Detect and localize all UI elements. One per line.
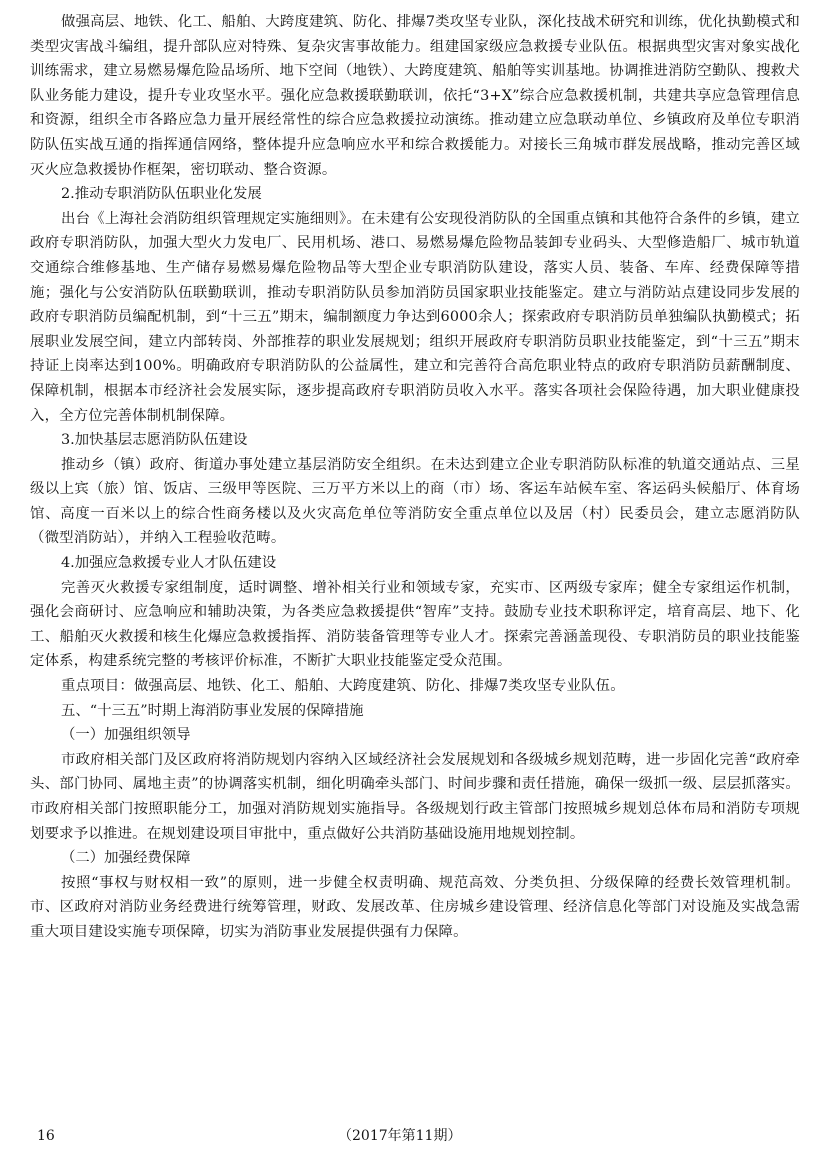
page-number: 16: [37, 1128, 55, 1144]
document-body: [30, 10, 800, 945]
section-heading: 五、“十三五”时期上海消防事业发展的保障措施: [61, 702, 364, 719]
body-paragraph: 按照“事权与财权相一致”的原则，进一步健全权责明确、规范高效、分类负担、分级保障的经费长效管理机制。市、区政府对消防业务经费进行统筹管理，财政、发展改革、住房城乡建设管理、经济信息化等部门对设施及实战急需重大项目建设实施专项保障，切实为消防事业发展提供强有力保障。: [30, 874, 800, 940]
body-paragraph: 做强高层、地铁、化工、船舶、大跨度建筑、防化、排爆7类攻坚专业队，深化技战术研究和训练，优化执勤模式和类型灾害战斗编组，提升部队应对特殊、复杂灾害事故能力。组建国家级应急救援专业队伍。根据典型灾害对象实战化训练需求，建立易燃易爆危险品场所、地下空间（地铁）、大跨度建筑、船舶等实训基地。协调推进消防空勤队、搜救犬队业务能力建设，提升专业攻坚水平。强化应急救援联勤联训，依托“3+X”综合应急救援机制，共建共享应急管理信息和资源，组织全市各路应急力量开展经常性的综合应急救援拉动演练。推动建立应急联动单位、乡镇政府及单位专职消防队伍实战互通的指挥通信网络，整体提升应急响应水平和综合救援能力。对接长三角城市群发展战略，推动完善区域灭火应急救援协作框架，密切联动、整合资源。: [30, 14, 800, 178]
body-paragraph: 重点项目：做强高层、地铁、化工、船舶、大跨度建筑、防化、排爆7类攻坚专业队伍。: [61, 678, 625, 695]
section-heading: （二）加强经费保障: [61, 850, 191, 867]
body-paragraph: 推动乡（镇）政府、街道办事处建立基层消防安全组织。在未达到建立企业专职消防队标准的轨道交通站点、三星级以上宾（旅）馆、饭店、三级甲等医院、三万平方米以上的商（市）场、客运车站候车室、客运码头候船厅、体育场馆、高度一百米以上的综合性商务楼以及火灾高危单位等消防安全重点单位以及居（村）民委员会，建立志愿消防队（微型消防站），并纳入工程验收范畴。: [30, 456, 800, 547]
body-paragraph: 出台《上海社会消防组织管理规定实施细则》。在未建有公安现役消防队的全国重点镇和其他符合条件的乡镇，建立政府专职消防队，加强大型火力发电厂、民用机场、港口、易燃易爆危险物品装卸专业码头、大型修造船厂、城市轨道交通综合维修基地、生产储存易燃易爆危险物品等大型企业专职消防队建设，落实人员、装备、车库、经费保障等措施；强化与公安消防队伍联勤联训，推动专职消防队员参加消防员国家职业技能鉴定。建立与消防站点建设同步发展的政府专职消防员编配机制，到“十三五”期末，编制额度力争达到6000余人；探索政府专职消防员单独编队执勤模式；拓展职业发展空间，建立内部转岗、外部推荐的职业发展规划；组织开展政府专职消防员职业技能鉴定，到“十三五”期末持证上岗率达到100%。明确政府专职消防队的公益属性，建立和完善符合高危职业特点的政府专职消防员薪酬制度、保障机制，根据本市经济社会发展实际，逐步提高政府专职消防员收入水平。落实各项社会保险待遇，加大职业健康投入，全方位完善体制机制保障。: [30, 210, 800, 424]
section-heading: 3.加快基层志愿消防队伍建设: [61, 432, 248, 449]
section-heading: （一）加强组织领导: [61, 727, 191, 744]
section-heading: 2.推动专职消防队伍职业化发展: [61, 186, 262, 203]
section-heading: 4.加强应急救援专业人才队伍建设: [61, 555, 277, 572]
body-paragraph: 完善灭火救援专家组制度，适时调整、增补相关行业和领域专家，充实市、区两级专家库；健全专家组运作机制，强化会商研讨、应急响应和辅助决策，为各类应急救援提供“智库”支持。鼓励专业技术职称评定，培育高层、地下、化工、船舶灭火救援和核生化爆应急救援指挥、消防装备管理等专业人才。探索完善涵盖现役、专职消防员的职业技能鉴定体系，构建系统完整的考核评价标准，不断扩大职业技能鉴定受众范围。: [30, 579, 800, 670]
issue-label: （2017年第11期）: [338, 1128, 462, 1144]
body-paragraph: 市政府相关部门及区政府将消防规划内容纳入区域经济社会发展规划和各级城乡规划范畴，进一步固化完善“政府牵头、部门协同、属地主责”的协调落实机制，细化明确牵头部门、时间步骤和责任措施，确保一级抓一级、层层抓落实。市政府相关部门按照职能分工，加强对消防规划实施指导。各级规划行政主管部门按照城乡规划总体布局和消防专项规划要求予以推进。在规划建设项目审批中，重点做好公共消防基础设施用地规划控制。: [30, 751, 800, 842]
